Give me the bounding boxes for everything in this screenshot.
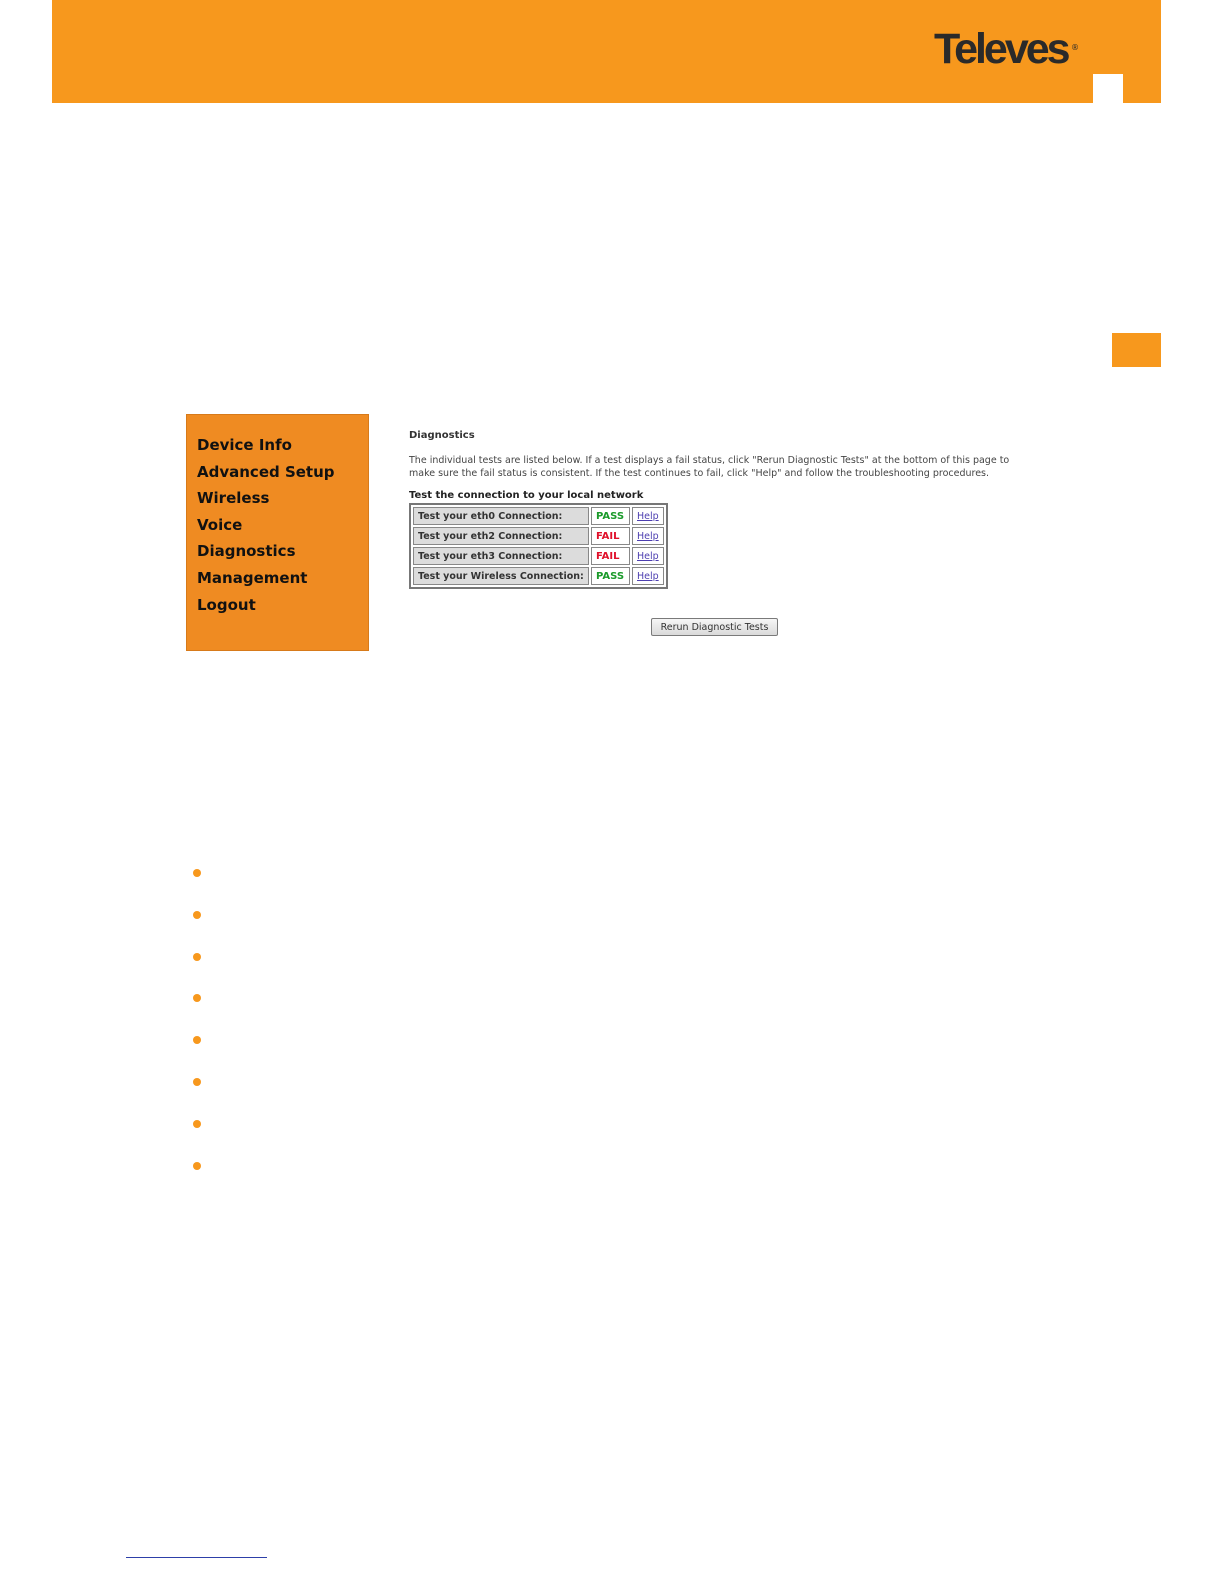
sidebar-item-diagnostics[interactable]: Diagnostics [197,542,296,561]
help-link[interactable]: Help [637,510,659,522]
bullet-dot [193,1036,201,1044]
bullet-dot [193,869,201,877]
test-label: Test your eth0 Connection: [413,507,589,525]
rerun-diagnostic-tests-button[interactable]: Rerun Diagnostic Tests [651,618,778,636]
header-notch [1093,74,1123,103]
help-link[interactable]: Help [637,530,659,542]
test-label: Test your eth3 Connection: [413,547,589,565]
sidebar-item-wireless[interactable]: Wireless [197,489,270,508]
test-label: Test your eth2 Connection: [413,527,589,545]
bullet-dot [193,1162,201,1170]
diagnostics-panel [409,430,1029,633]
status-badge: PASS [591,567,630,585]
bullet-dot [193,953,201,961]
page-title: Diagnostics [409,430,475,441]
sidebar-item-management[interactable]: Management [197,568,308,587]
sidebar-menu [186,414,369,651]
table-row [413,527,664,545]
footer-link-underline [126,1557,267,1558]
page-description: The individual tests are listed below. If a test displays a fail status, click "Rerun Diagnostic Tests" at the bottom of this page to make sure the fail status is consistent. If the test continues to fail, click "Help" and follow the troubleshooting procedures. [409,455,1010,479]
televes-logo: Televes [934,25,1068,73]
help-link[interactable]: Help [637,550,659,562]
sidebar-item-voice[interactable]: Voice [197,515,243,534]
status-badge: FAIL [591,547,630,565]
diagnostics-table [409,503,668,589]
sidebar-item-advanced-setup[interactable]: Advanced Setup [197,462,335,481]
sidebar-item-logout[interactable]: Logout [197,595,256,614]
table-row [413,567,664,585]
status-badge: PASS [591,507,630,525]
status-badge: FAIL [591,527,630,545]
table-row [413,507,664,525]
bullet-dot [193,1078,201,1086]
bullet-dot [193,1120,201,1128]
help-link[interactable]: Help [637,570,659,582]
sidebar-item-device-info[interactable]: Device Info [197,436,292,454]
table-caption: Test the connection to your local network [409,490,644,501]
registered-mark: ® [1071,43,1079,52]
bullet-dot [193,994,201,1002]
table-row [413,547,664,565]
test-label: Test your Wireless Connection: [413,567,589,585]
page-side-tab [1112,333,1161,367]
bullet-dot [193,911,201,919]
